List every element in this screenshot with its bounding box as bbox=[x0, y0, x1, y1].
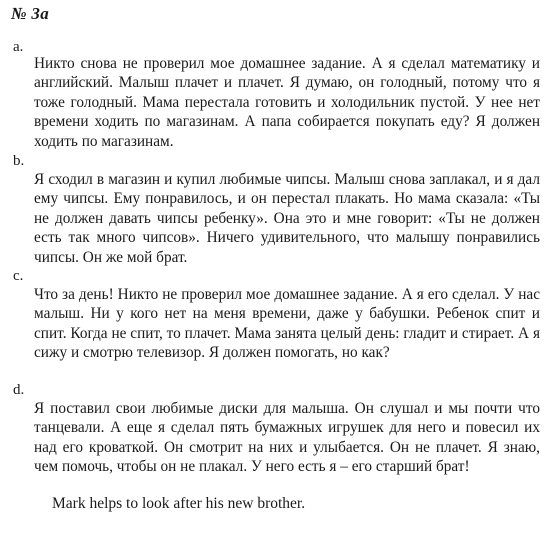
closing-sentence: Mark helps to look after his new brother. bbox=[52, 495, 306, 512]
section-letter-c: c. bbox=[13, 268, 24, 284]
section-text-a: Никто снова не проверил мое домашнее задание. А я сделал математику и английский. Малыш плачет и плачет. Я думаю, он голодный, потому что я тоже голодный. Мама перестала готовить и холодильник пустой. У нее нет времени ходить по магазинам. А папа собирается покупать еду? Я должен ходить по магазинам. bbox=[34, 55, 540, 150]
section-text-b: Я сходил в магазин и купил любимые чипсы. Малыш снова заплакал, и я дал ему чипсы. Ему понравилось, и он перестал плакать. Но мама сказала: «Ты не должен давать чипсы ребенку». Она это и мне говорит: «Ты не должен есть так много чипсов». Ничего удивительного, что малышу понравились чипсы. Он же мой брат. bbox=[34, 171, 540, 266]
section-text-d: Я поставил свои любимые диски для малыша. Он слушал и мы почти что танцевали. А еще я сделал пять бумажных игрушек для него и повесил их над его кроваткой. Он смотрит на них и улыбается. Он не плачет. Я знаю, чем помочь, чтобы он не плакал. У него есть я – его старший брат! bbox=[34, 400, 540, 476]
section-letter-a: a. bbox=[13, 39, 24, 55]
section-text-c: Что за день! Никто не проверил мое домашнее задание. А я его сделал. У нас малыш. Ни у кого нет на меня времени, даже у бабушки. Ребенок спит и спит. Когда не спит, то плачет. Мама занята целый день: гладит и стирает. А я сижу и смотрю телевизор. Я должен помогать, но как? bbox=[34, 286, 540, 362]
section-letter-b: b. bbox=[13, 153, 25, 169]
task-number-title: № 3а bbox=[11, 4, 50, 23]
section-letter-d: d. bbox=[13, 382, 25, 398]
